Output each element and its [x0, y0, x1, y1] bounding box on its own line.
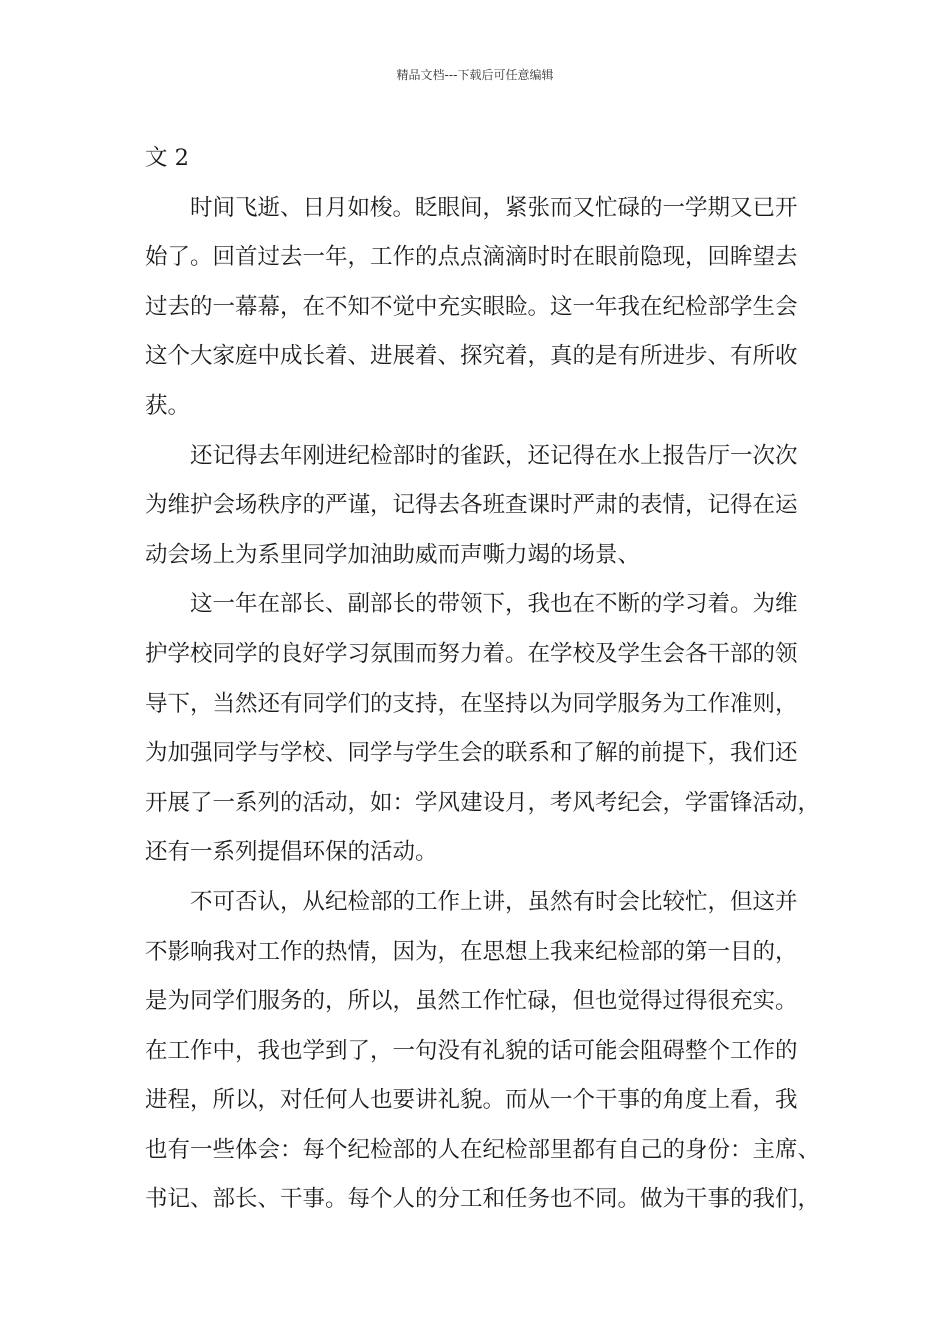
text-line: 在工作中，我也学到了，一句没有礼貌的话可能会阻碍整个工作的 [145, 1037, 798, 1064]
text-line: 书记、部长、干事。每个人的分工和任务也不同。做为干事的我们， [145, 1186, 821, 1213]
text-line: 获。 [145, 392, 191, 419]
text-line: 这一年在部长、副部长的带领下，我也在不断的学习着。为维 [190, 591, 798, 618]
text-line: 不影响我对工作的热情，因为，在思想上我来纪检部的第一目的， [145, 938, 798, 965]
text-line: 始了。回首过去一年，工作的点点滴滴时时在眼前隐现，回眸望去 [145, 244, 798, 271]
text-line: 时间飞逝、日月如梭。眨眼间，紧张而又忙碌的一学期又已开 [190, 194, 798, 221]
text-line: 为维护会场秩序的严谨，记得去各班查课时严肃的表情，记得在运 [145, 492, 798, 519]
text-line: 开展了一系列的活动，如：学风建设月，考风考纪会，学雷锋活动， [145, 789, 821, 816]
text-line: 也有一些体会：每个纪检部的人在纪检部里都有自己的身份：主席、 [145, 1136, 821, 1163]
page-header: 精品文档---下载后可任意编辑 [396, 68, 554, 82]
text-line: 导下，当然还有同学们的支持，在坚持以为同学服务为工作准则， [145, 690, 798, 717]
text-line: 还有一系列提倡环保的活动。 [145, 839, 438, 866]
text-line: 是为同学们服务的，所以，虽然工作忙碌，但也觉得过得很充实。 [145, 988, 798, 1015]
text-line: 动会场上为系里同学加油助威而声嘶力竭的场景、 [145, 541, 641, 568]
text-line: 过去的一幕幕，在不知不觉中充实眼睑。这一年我在纪检部学生会 [145, 293, 798, 320]
text-line: 护学校同学的良好学习氛围而努力着。在学校及学生会各干部的领 [145, 640, 798, 667]
document-body [145, 134, 821, 1225]
text-line: 还记得去年刚进纪检部时的雀跃，还记得在水上报告厅一次次 [190, 442, 798, 469]
text-line: 不可否认，从纪检部的工作上讲，虽然有时会比较忙，但这并 [190, 888, 798, 915]
text-line: 这个大家庭中成长着、进展着、探究着，真的是有所进步、有所收 [145, 343, 798, 370]
text-line: 进程，所以，对任何人也要讲礼貌。而从一个干事的角度上看，我 [145, 1087, 798, 1114]
text-line: 为加强同学与学校、同学与学生会的联系和了解的前提下，我们还 [145, 740, 798, 767]
text-line: 文 2 [145, 145, 189, 171]
